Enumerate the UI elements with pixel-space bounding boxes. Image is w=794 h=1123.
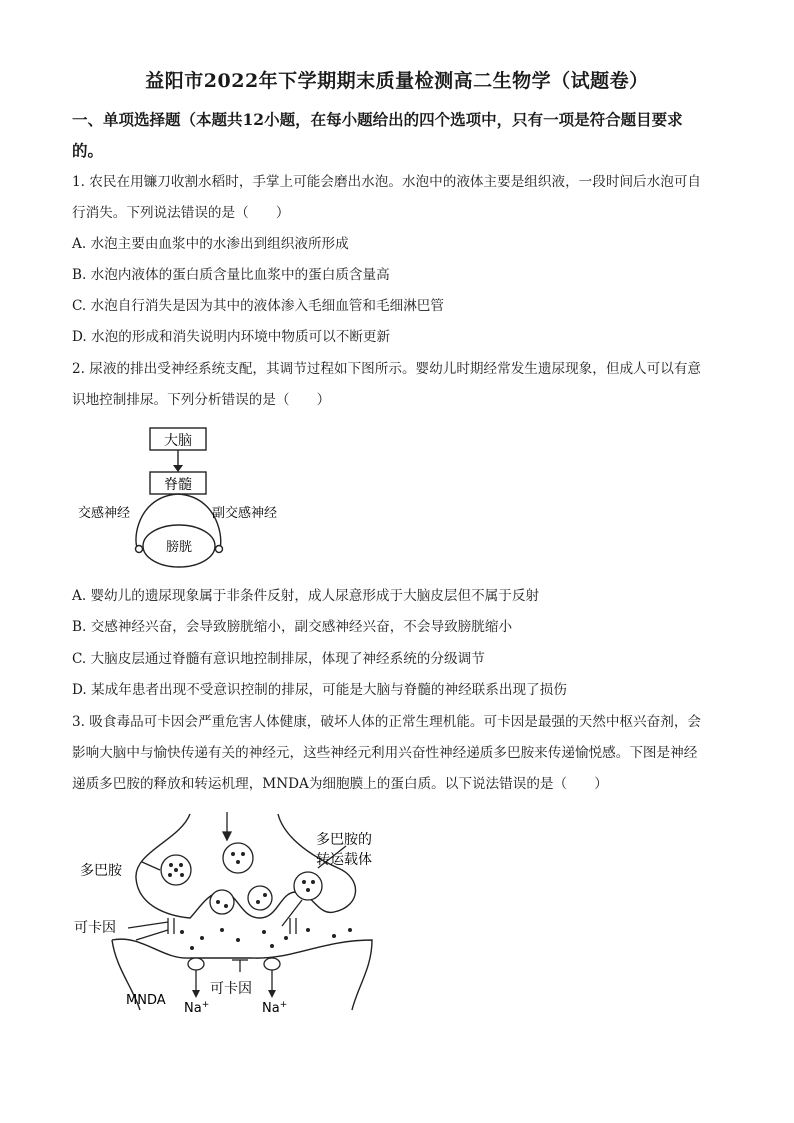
sodium-label-left: Na+ bbox=[184, 1000, 210, 1016]
vesicle-top bbox=[223, 843, 253, 873]
page-title: 益阳市2022年下学期期末质量检测高二生物学（试题卷） bbox=[145, 70, 649, 92]
q3-stem-line2: 影响大脑中与愉快传递有关的神经元，这些神经元利用兴奋性神经递质多巴胺来传递愉悦感。下图是神经 bbox=[72, 745, 698, 761]
q2-stem-line1: 2. 尿液的排出受神经系统支配，其调节过程如下图所示。婴幼儿时期经常发生遗尿现象，但成人可以有意 bbox=[72, 361, 702, 377]
urination-regulation-diagram bbox=[72, 422, 312, 572]
q2-stem-line2: 识地控制排尿。下列分析错误的是（ ） bbox=[72, 392, 331, 408]
q1-option-d: D. 水泡的形成和消失说明内环境中物质可以不断更新 bbox=[72, 329, 391, 345]
brain-label: 大脑 bbox=[164, 433, 192, 449]
sodium-label-right: Na+ bbox=[262, 1000, 288, 1016]
parasympathetic-nerve-label: 副交感神经 bbox=[212, 506, 278, 521]
spinal-cord-label: 脊髓 bbox=[164, 477, 192, 493]
q1-option-b: B. 水泡内液体的蛋白质含量比血浆中的蛋白质含量高 bbox=[72, 267, 390, 283]
mnda-receptor-right bbox=[264, 958, 280, 970]
transporter-label-line2: 转运载体 bbox=[316, 852, 372, 868]
q3-stem-line1: 3. 吸食毒品可卡因会严重危害人体健康，破坏人体的正常生理机能。可卡因是最强的天然中枢兴奋剂，会 bbox=[72, 714, 702, 730]
section-heading-line2: 的。 bbox=[72, 141, 104, 160]
vesicle-transporter bbox=[294, 872, 322, 900]
q2-option-d: D. 某成年患者出现不受意识控制的排尿，可能是大脑与脊髓的神经联系出现了损伤 bbox=[72, 682, 567, 698]
dopamine-label: 多巴胺 bbox=[80, 863, 122, 879]
q1-stem-line2: 行消失。下列说法错误的是（ ） bbox=[72, 205, 290, 221]
mnda-receptor-left bbox=[188, 958, 204, 970]
sympathetic-nerve-label: 交感神经 bbox=[78, 506, 131, 521]
q2-option-b: B. 交感神经兴奋，会导致膀胱缩小，副交感神经兴奋，不会导致膀胱缩小 bbox=[72, 619, 513, 635]
q3-stem-line3: 递质多巴胺的释放和转运机理，MNDA为细胞膜上的蛋白质。以下说法错误的是（ ） bbox=[72, 776, 608, 792]
transporter-label-line1: 多巴胺的 bbox=[316, 832, 372, 848]
q1-option-c: C. 水泡自行消失是因为其中的液体渗入毛细血管和毛细淋巴管 bbox=[72, 298, 444, 314]
q2-option-c: C. 大脑皮层通过脊髓有意识地控制排尿，体现了神经系统的分级调节 bbox=[72, 651, 485, 667]
vesicle-fusing-2 bbox=[248, 886, 272, 910]
dopamine-synapse-diagram bbox=[72, 810, 412, 1020]
cocaine-label-left: 可卡因 bbox=[74, 920, 116, 936]
bladder-label: 膀胱 bbox=[165, 540, 193, 555]
q2-option-a: A. 婴幼儿的遗尿现象属于非条件反射，成人尿意形成于大脑皮层但不属于反射 bbox=[72, 588, 540, 604]
section-heading-line1: 一、单项选择题（本题共12小题，在每小题给出的四个选项中，只有一项是符合题目要求 bbox=[72, 110, 683, 129]
cocaine-label-bottom: 可卡因 bbox=[210, 981, 252, 997]
vesicle-fusing-1 bbox=[210, 890, 234, 914]
q1-stem-line1: 1. 农民在用镰刀收割水稻时，手掌上可能会磨出水泡。水泡中的液体主要是组织液，一段时间后水泡可自 bbox=[72, 174, 702, 190]
section-heading bbox=[72, 104, 732, 166]
mnda-label: MNDA bbox=[126, 993, 166, 1008]
q1-option-a: A. 水泡主要由血浆中的水渗出到组织液所形成 bbox=[72, 236, 349, 252]
